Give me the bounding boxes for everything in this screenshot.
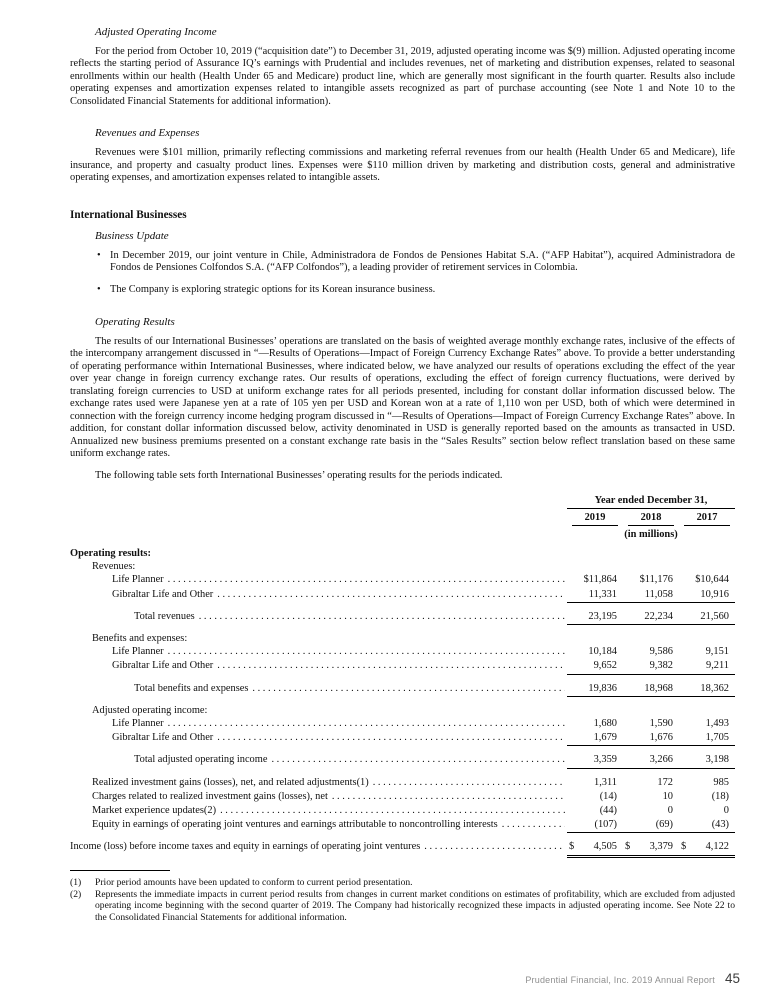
table-row bbox=[70, 682, 735, 697]
value-cell: 10 bbox=[662, 790, 673, 802]
value-cell: 11,058 bbox=[623, 588, 679, 603]
footer-report-title: Prudential Financial, Inc. 2019 Annual Report bbox=[525, 975, 715, 985]
value-cell: $10,644 bbox=[695, 574, 729, 586]
row-values bbox=[567, 804, 735, 818]
row-label: Benefits and expenses: bbox=[92, 632, 188, 644]
value-cell: $ 4,505 bbox=[567, 840, 623, 857]
section-heading-adjusted-operating-income: Adjusted Operating Income bbox=[95, 26, 217, 38]
table-row bbox=[70, 704, 735, 717]
section-heading-revenues-and-expenses: Revenues and Expenses bbox=[95, 127, 200, 140]
value-cell: 21,560 bbox=[679, 610, 735, 625]
value-cell: (44) bbox=[599, 805, 617, 817]
table-row bbox=[70, 632, 735, 645]
row-label: Gibraltar Life and Other bbox=[112, 732, 214, 744]
column-header-2017: 2017 bbox=[679, 512, 735, 526]
table-header-years bbox=[567, 512, 735, 526]
value-cell: 11,331 bbox=[567, 588, 623, 603]
value-cell: 9,211 bbox=[679, 659, 735, 674]
row-values bbox=[567, 573, 735, 587]
row-values bbox=[567, 753, 735, 768]
row-label: Total revenues bbox=[134, 610, 195, 622]
table-row bbox=[70, 753, 735, 768]
value-cell: 9,652 bbox=[567, 659, 623, 674]
value-cell: 3,266 bbox=[623, 753, 679, 768]
list-item-text: In December 2019, our joint venture in Chile, Administradora de Fondos de Pensiones Habitat S.A. (“AFP Habitat”), acquired Administradora de Fondos de Pensiones Colfondos S.A. (“AFP Colfondos”), a leading provider of retirement services in Colombia. bbox=[110, 249, 735, 274]
table-row bbox=[70, 818, 735, 833]
bullet-icon: • bbox=[97, 249, 101, 261]
table-row bbox=[70, 547, 735, 560]
dot-leader bbox=[220, 804, 565, 817]
value-cell: $ 3,379 bbox=[623, 840, 679, 857]
footnote-marker: (1) bbox=[70, 876, 82, 888]
dot-leader bbox=[217, 731, 565, 744]
value-cell: 1,311 bbox=[594, 776, 617, 788]
footnote bbox=[70, 877, 735, 888]
value-cell: (43) bbox=[679, 818, 735, 833]
section-heading-business-update: Business Update bbox=[95, 229, 169, 242]
section-heading-operating-results: Operating Results bbox=[95, 315, 175, 328]
table-row bbox=[70, 645, 735, 659]
value-cell: $11,176 bbox=[639, 574, 673, 586]
value-cell: (107) bbox=[567, 818, 623, 833]
row-label: Total benefits and expenses bbox=[134, 682, 249, 694]
row-label: Equity in earnings of operating joint ventures and earnings attributable to noncontrolling interests bbox=[92, 819, 498, 831]
value-cell: 19,836 bbox=[567, 682, 623, 697]
value-cell: 9,382 bbox=[623, 659, 679, 674]
business-update-list bbox=[97, 250, 735, 296]
row-label: Adjusted operating income: bbox=[92, 704, 208, 716]
column-header-2019: 2019 bbox=[567, 512, 623, 526]
footnote-divider bbox=[70, 870, 170, 871]
paragraph-adjusted-operating-income: For the period from October 10, 2019 (“acquisition date”) to December 31, 2019, adjusted operating income was $(9) million. Adjusted operating income reflects the starting period of Assurance IQ’s earnings with Prudential and includes revenues, net of marketing and distribution expenses, related to seasonal enrollments within our health (Health Under 65 and Medicare) product line, which are generally most significant in the fourth quarter. Results also include operating expenses and amortization expenses related to intangible assets recognized as part of purchase accounting (see Note 1 and Note 10 to the Consolidated Financial Statements for additional information). bbox=[70, 46, 735, 107]
table-header bbox=[567, 495, 735, 540]
dot-leader bbox=[168, 717, 565, 730]
value-cell: 985 bbox=[713, 776, 729, 788]
footnote-text: Prior period amounts have been updated to conform to current period presentation. bbox=[95, 876, 413, 888]
row-values bbox=[567, 790, 735, 804]
table-row bbox=[70, 776, 735, 790]
value-cell: 22,234 bbox=[623, 610, 679, 625]
bullet-icon: • bbox=[97, 283, 101, 295]
table-row bbox=[70, 804, 735, 818]
dot-leader bbox=[502, 818, 565, 831]
footnote-text: Represents the immediate impacts in current period results from changes in current market conditions on estimates of profitability, which are excluded from adjusted operating income beginning with the second quarter of 2019. The Company had historically recognized these impacts in adjusted operating income. See Note 22 to the Consolidated Financial Statements for additional information. bbox=[95, 889, 735, 923]
operating-results-table bbox=[70, 495, 735, 858]
dot-leader bbox=[168, 645, 565, 658]
value-cell: 18,362 bbox=[679, 682, 735, 697]
table-row bbox=[70, 731, 735, 746]
value-cell: 1,590 bbox=[649, 718, 673, 729]
table-row bbox=[70, 840, 735, 857]
row-label: Market experience updates(2) bbox=[92, 805, 217, 817]
paragraph-revenues-and-expenses: Revenues were $101 million, primarily reflecting commissions and marketing referral revenues from our health (Health Under 65 and Medicare), life insurance, and property and casualty product lines. Expenses were $110 million driven by marketing and distribution costs, general and administrative operating expenses, and amortization expenses related to intangible assets. bbox=[70, 147, 735, 184]
dot-leader bbox=[168, 573, 565, 586]
value-cell: 9,586 bbox=[649, 646, 673, 658]
dot-leader bbox=[332, 790, 565, 803]
list-item bbox=[97, 250, 735, 275]
row-label: Operating results: bbox=[70, 547, 151, 559]
value-cell: 1,493 bbox=[705, 718, 729, 729]
value-cell: 3,359 bbox=[567, 753, 623, 768]
table-row bbox=[70, 588, 735, 603]
value-cell: 0 bbox=[723, 805, 729, 817]
row-label: Life Planner bbox=[112, 646, 164, 658]
value-cell: (69) bbox=[623, 818, 679, 833]
value-cell: $11,864 bbox=[583, 574, 617, 586]
value-cell: 23,195 bbox=[567, 610, 623, 625]
table-row bbox=[70, 573, 735, 587]
value-cell: 9,151 bbox=[705, 646, 729, 658]
value-cell: 1,705 bbox=[679, 731, 735, 746]
row-label: Life Planner bbox=[112, 718, 164, 729]
value-cell: 1,680 bbox=[593, 718, 617, 729]
row-values bbox=[567, 645, 735, 659]
row-values bbox=[567, 682, 735, 697]
row-label: Income (loss) before income taxes and equity in earnings of operating joint ventures bbox=[70, 841, 421, 853]
row-values bbox=[567, 776, 735, 790]
table-row bbox=[70, 610, 735, 625]
value-cell: 1,679 bbox=[567, 731, 623, 746]
value-cell: (14) bbox=[599, 790, 617, 802]
row-values bbox=[567, 659, 735, 674]
row-values bbox=[567, 818, 735, 833]
dot-leader bbox=[373, 776, 565, 789]
value-cell: 3,198 bbox=[679, 753, 735, 768]
value-cell: 1,676 bbox=[623, 731, 679, 746]
list-item bbox=[97, 284, 735, 296]
value-cell: 18,968 bbox=[623, 682, 679, 697]
dot-leader bbox=[217, 588, 565, 601]
value-cell: $ 4,122 bbox=[679, 840, 735, 857]
row-values bbox=[567, 840, 735, 857]
paragraph-operating-results: The results of our International Businesses’ operations are translated on the basis of weighted average monthly exchange rates, inclusive of the effects of the intercompany arrangement discussed in “—Results of Operations—Impact of Foreign Currency Exchange Rates” above. To provide a better understanding of operating performance within International Businesses, where indicated below, we have analyzed our results of operations excluding the effect of the year over year change in foreign currency exchange rates. Our results of operations, excluding the effect of foreign currency fluctuations, were derived by translating foreign currencies to USD at uniform exchange rates for all periods presented, including for constant dollar information discussed below. The exchange rates used were Japanese yen at a rate of 105 yen per USD and Korean won at a rate of 1,110 won per USD, both of which were determined in connection with the foreign currency income hedging program discussed in “—Results of Operations—Impact of Foreign Currency Exchange Rates” above. In addition, for constant dollar information discussed below, activity denominated in USD is generally reported based on the amounts as transacted in USD. Annualized new business premiums presented on a constant exchange rate basis in the “Sales Results” section below reflect translation based on these same uniform exchange rates. bbox=[70, 335, 735, 460]
row-values bbox=[567, 731, 735, 746]
row-values bbox=[567, 717, 735, 731]
dot-leader bbox=[217, 659, 565, 672]
dot-leader bbox=[252, 682, 565, 695]
operating-results-table-body bbox=[70, 547, 735, 858]
footnote-marker: (2) bbox=[70, 889, 82, 901]
list-item-text: The Company is exploring strategic options for its Korean insurance business. bbox=[110, 283, 436, 295]
table-row bbox=[70, 560, 735, 573]
value-cell: (18) bbox=[711, 790, 729, 802]
row-label: Gibraltar Life and Other bbox=[112, 588, 214, 600]
row-values bbox=[567, 610, 735, 625]
row-label: Gibraltar Life and Other bbox=[112, 660, 214, 672]
dot-leader bbox=[199, 610, 565, 623]
row-label: Life Planner bbox=[112, 574, 164, 586]
row-label: Total adjusted operating income bbox=[134, 754, 268, 766]
table-row bbox=[70, 790, 735, 804]
footnote bbox=[70, 889, 735, 923]
dot-leader bbox=[271, 753, 565, 766]
value-cell: 10,916 bbox=[679, 588, 735, 603]
section-heading-international-businesses: International Businesses bbox=[70, 208, 187, 221]
page-number: 45 bbox=[724, 971, 740, 986]
value-cell: 10,184 bbox=[588, 646, 617, 658]
value-cell: 172 bbox=[657, 776, 673, 788]
paragraph-table-intro: The following table sets forth International Businesses’ operating results for the periods indicated. bbox=[95, 469, 503, 481]
row-label: Revenues: bbox=[92, 561, 136, 573]
table-header-period: Year ended December 31, bbox=[567, 495, 735, 509]
row-label: Realized investment gains (losses), net, and related adjustments(1) bbox=[92, 776, 369, 788]
page-footer bbox=[525, 971, 740, 986]
table-row bbox=[70, 659, 735, 674]
value-cell: 0 bbox=[667, 805, 673, 817]
row-values bbox=[567, 588, 735, 603]
column-header-2018: 2018 bbox=[623, 512, 679, 526]
dot-leader bbox=[424, 840, 565, 853]
table-row bbox=[70, 717, 735, 731]
row-label: Charges related to realized investment gains (losses), net bbox=[92, 790, 328, 802]
table-header-units: (in millions) bbox=[624, 528, 678, 540]
